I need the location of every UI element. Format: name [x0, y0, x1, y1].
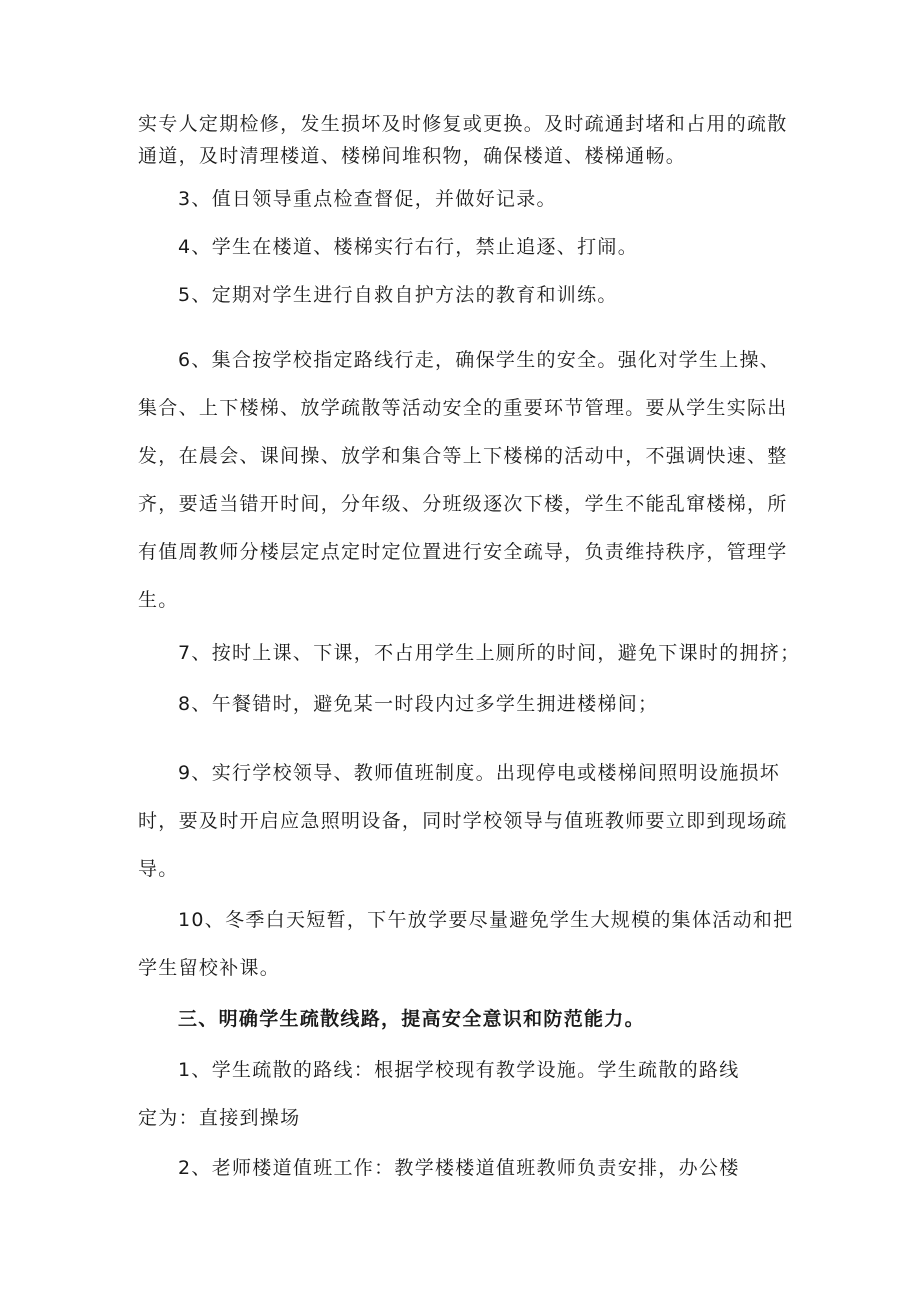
text-line: 齐，要适当错开时间，分年级、分班级逐次下楼，学生不能乱窜楼梯，所 [138, 493, 788, 515]
paragraph-item-7 [138, 629, 801, 677]
paragraph-item-8 [138, 680, 786, 728]
text-line: 集合、上下楼梯、放学疏散等活动安全的重要环节管理。要从学生实际出 [138, 397, 788, 419]
paragraph-item-10 [138, 896, 794, 992]
text-line: 发，在晨会、课间操、放学和集合等上下楼梯的活动中，不强调快速、整 [138, 445, 788, 467]
section-heading-3 [138, 995, 786, 1043]
paragraph-route-2 [138, 1144, 786, 1192]
text-line: 4、学生在楼道、楼梯实行右行，禁止追逐、打闹。 [178, 236, 638, 258]
text-line: 时，要及时开启应急照明设备，同时学校领导与值班教师要立即到现场疏 [138, 810, 788, 832]
text-line: 通道，及时清理楼道、楼梯间堆积物，确保楼道、楼梯通畅。 [138, 145, 687, 167]
text-line: 学生留校补课。 [138, 957, 281, 979]
paragraph-item-6 [138, 336, 786, 624]
text-line: 有值周教师分楼层定点定时定位置进行安全疏导，负责维持秩序，管理学 [138, 541, 788, 563]
text-line: 3、值日领导重点检查督促，并做好记录。 [178, 188, 557, 210]
paragraph-route-1 [138, 1046, 786, 1142]
text-line: 9、实行学校领导、教师值班制度。出现停电或楼梯间照明设施损坏 [178, 762, 781, 784]
paragraph-item-5 [138, 279, 786, 311]
text-line: 实专人定期检修，发生损坏及时修复或更换。及时疏通封堵和占用的疏散 [138, 113, 788, 135]
text-line: 1、学生疏散的路线：根据学校现有教学设施。学生疏散的路线 [178, 1059, 740, 1081]
paragraph-item-3 [138, 183, 786, 215]
text-line: 7、按时上课、下课，不占用学生上厕所的时间，避免下课时的拥挤； [178, 642, 801, 664]
text-line: 6、集合按学校指定路线行走，确保学生的安全。强化对学生上操、 [178, 349, 781, 371]
text-line: 5、定期对学生进行自救自护方法的教育和训练。 [178, 284, 618, 306]
text-line: 2、老师楼道值班工作：教学楼楼道值班教师负责安排，办公楼 [178, 1157, 740, 1179]
paragraph-item-9 [138, 749, 786, 893]
text-line: 生。 [138, 589, 179, 611]
heading-line: 三、明确学生疏散线路，提高安全意识和防范能力。 [178, 1008, 645, 1030]
paragraph-maintenance [138, 108, 786, 172]
paragraph-item-4 [138, 231, 786, 263]
text-line: 导。 [138, 858, 179, 880]
text-line: 10、冬季白天短暂，下午放学要尽量避免学生大规模的集体活动和把 [178, 909, 794, 931]
text-line: 定为：直接到操场 [138, 1107, 301, 1129]
text-line: 8、午餐错时，避免某一时段内过多学生拥进楼梯间； [178, 693, 659, 715]
